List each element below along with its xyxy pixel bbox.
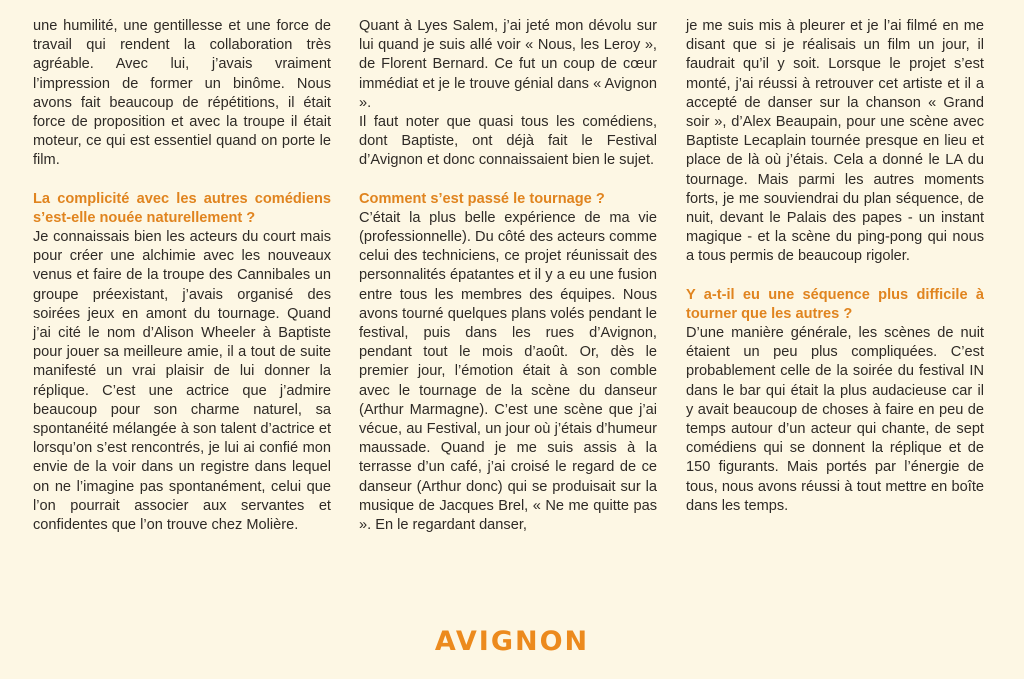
paragraph: Je connaissais bien les acteurs du court mais pour créer une alchimie avec les nouveaux venus et faire de la troupe des Cannibales un groupe préexistant, j’avais organisé des soirées jeux en amont du tournage. Quand j’ai cité le nom d’Alison Wheeler à Baptiste pour jouer sa meilleure amie, il a tout de suite manifesté un vrai plaisir de lui donner la réplique. C’est une actrice que j’admire beaucoup pour son charme naturel, sa spontanéité mélangée à son talent d’actrice et lorsqu’on s’est rencontrés, je lui ai confié mon envie de la voir dans un registre dans lequel on ne l’imagine pas spontanément, celui que l’on pourrait associer aux servantes et confidentes que l’on trouve chez Molière.: [33, 229, 331, 534]
interview-question: Y a-t-il eu une séquence plus difficile à tourner que les autres ?: [686, 286, 984, 322]
interview-question: Comment s’est passé le tournage ?: [359, 190, 605, 207]
column-1: [33, 17, 331, 535]
paragraph: Il faut noter que quasi tous les comédiens, dont Baptiste, ont déjà fait le Festival d’Avignon et donc connaissaient bien le sujet.: [359, 114, 657, 169]
column-2: [359, 17, 657, 535]
paragraph: Quant à Lyes Salem, j’ai jeté mon dévolu sur lui quand je suis allé voir « Nous, les Leroy », de Florent Bernard. Ce fut un coup de cœur immédiat et je le trouve génial dans « Avignon ».: [359, 18, 657, 111]
paragraph: une humilité, une gentillesse et une force de travail qui rendent la collaboration très agréable. Avec lui, j’avais vraiment l’impression de former un binôme. Nous avons fait beaucoup de répétitions, il était force de proposition et avec la troupe il était moteur, ce qui est essentiel quand on porte le film.: [33, 18, 331, 169]
column-3: [686, 17, 984, 516]
interview-question: La complicité avec les autres comédiens s’est-elle nouée naturellement ?: [33, 190, 331, 226]
paragraph: C’était la plus belle expérience de ma vie (professionnelle). Du côté des acteurs comme celui des techniciens, ce projet réunissait des personnalités épatantes et il y a eu une fusion entre tous les membres des équipes. Nous avons tourné quelques plans volés pendant le festival, puis dans les rues d’Avignon, pendant tout le mois d’août. Or, dès le premier jour, l’émotion était à son comble avec le tournage de la scène du danseur (Arthur Marmagne). C’est une scène que j’ai vécue, au Festival, un jour où j’étais d’humeur maussade. Quand je me suis assis à la terrasse d’un café, j’ai croisé le regard de ce danseur (Arthur donc) qui se produisait sur la musique de Jacques Brel, « Ne me quitte pas ». En le regardant danser,: [359, 209, 657, 534]
footer-film-title: AVIGNON: [434, 626, 590, 657]
paragraph: D’une manière générale, les scènes de nuit étaient un peu plus compliquées. C’est probablement celle de la soirée du festival IN dans le bar qui était la plus audacieuse car il y avait beaucoup de choses à faire en peu de temps autour d’un acteur qui chante, de sept comédiens qui se donnent la réplique et de 150 figurants. Mais portés par l’énergie de tous, nous avons réussi à tout mettre en boîte dans les temps.: [686, 325, 984, 514]
paragraph: je me suis mis à pleurer et je l’ai filmé en me disant que si je réalisais un film un jour, il faudrait qu’il y soit. Lorsque le projet s’est monté, j’ai réussi à retrouver cet artiste et il a accepté de danser sur la chanson « Grand soir », d’Alex Beaupain, pour une scène avec Baptiste Lecaplain tournée presque en lieu et place de là où j’étais. Cela a donné le LA du tournage. Mais parmi les autres moments forts, je me souviendrai du plan séquence, de nuit, devant le Palais des papes - un instant magique - et la scène du ping-pong qui nous a tous permis de beaucoup rigoler.: [686, 18, 984, 265]
